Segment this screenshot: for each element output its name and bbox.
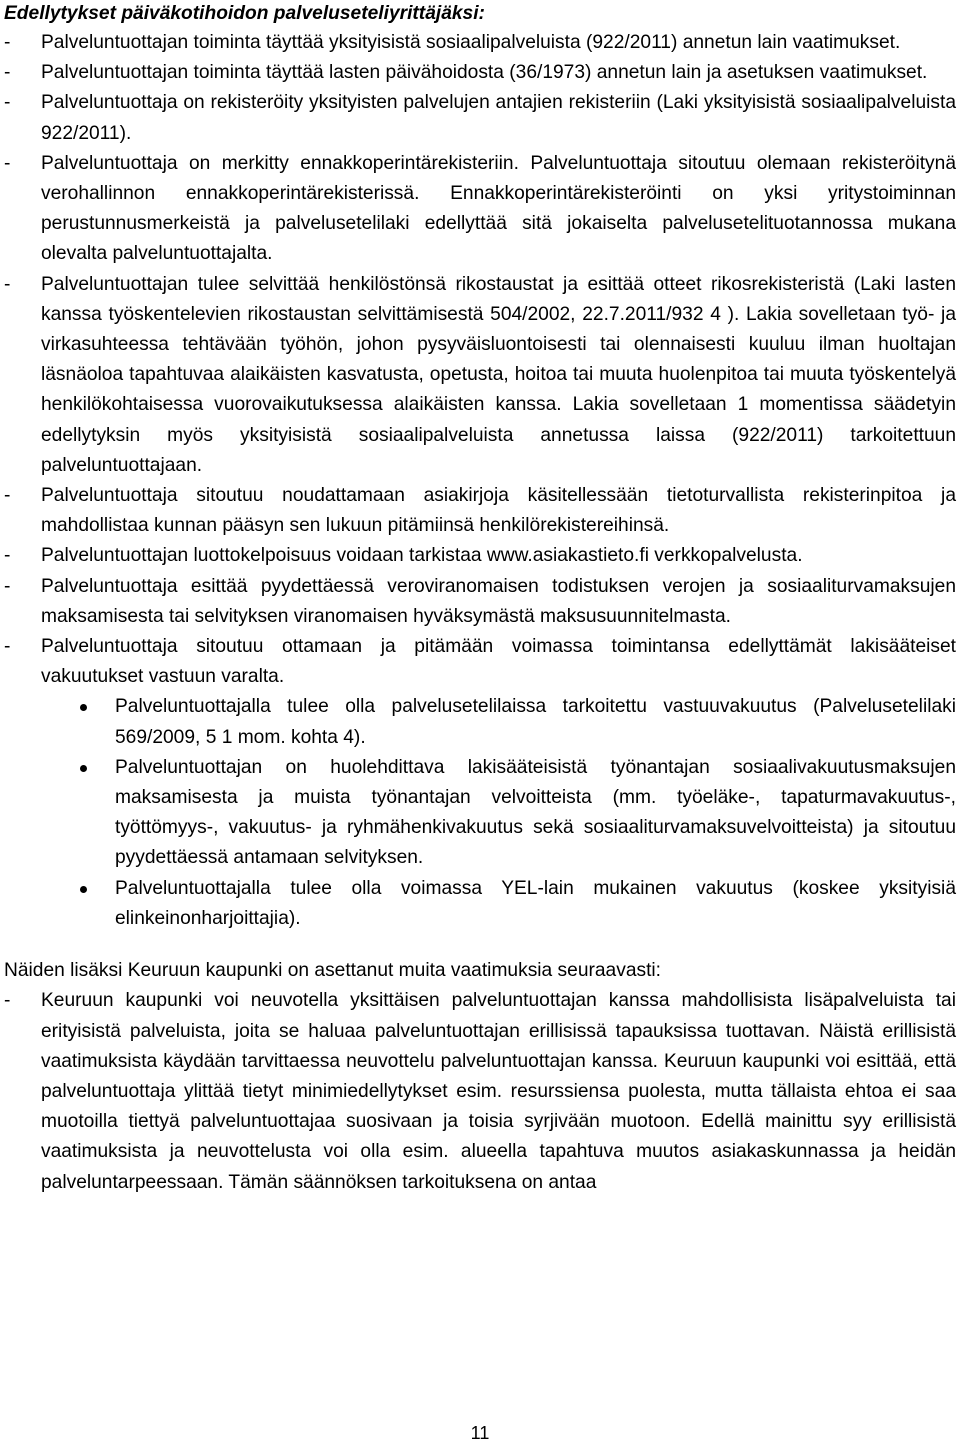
dash-marker: - — [4, 152, 11, 174]
dash-marker: - — [4, 636, 11, 658]
list-item — [4, 481, 956, 541]
bullet-item — [4, 692, 956, 752]
document-page — [4, 0, 956, 1198]
bullet-item — [4, 874, 956, 934]
list-item — [4, 28, 956, 58]
list-item-text: Palveluntuottaja esittää pyydettäessä veroviranomaisen todistuksen verojen ja sosiaaliturvamaksujen maksamisesta tai selvityksen viranomaisen hyväksymästä maksusuunnitelmasta. — [41, 575, 956, 627]
list-item — [4, 572, 956, 632]
list-item-text: Palveluntuottajan tulee selvittää henkilöstönsä rikostaustat ja esittää otteet rikosrekisteristä (Laki lasten kanssa työskentelevien rikostaustan selvittämisestä 504/2002, 22.7.2011/932 4 ). Lakia sovelletaan työ- ja virkasuhteessa tehtävään työhön, johon pysyväisluontoisesti tai olennaisesti kuuluu ilman huoltajan läsnäoloa tapahtuvaa alaikäisten kasvatusta, opetusta, hoitoa tai muuta huolenpitoa tai muuta työskentelyä henkilökohtaisessa vuorovaikutuksessa alaikäisten kanssa. Lakia sovelletaan 1 momentissa säädetyin edellytyksin myös yksityisistä sosiaalipalveluista annetussa laissa (922/2011) tarkoitettuun palveluntuottajaan. — [41, 273, 956, 476]
list-item-text: Palveluntuottajan toiminta täyttää yksityisistä sosiaalipalveluista (922/2011) annetun lain vaatimukset. — [41, 32, 901, 53]
dash-marker: - — [4, 990, 11, 1012]
dash-marker: - — [4, 273, 11, 295]
bullet-item-text: Palveluntuottajan on huolehdittava lakisääteisistä työnantajan sosiaalivakuutusmaksujen maksamisesta ja muista työnantajan velvoitteista (mm. työeläke-, tapaturmavakuutus-, työttömyys-, vakuutus- ja ryhmähenkivakuutus sekä sosiaaliturvamaksuvelvoitteista) ja sitoutuu pyydettäessä antamaan selvityksen. — [115, 756, 956, 869]
list-item-text: Palveluntuottaja sitoutuu ottamaan ja pitämään voimassa toimintansa edellyttämät lakisääteiset vakuutukset vastuun varalta. — [41, 636, 956, 688]
dash-marker: - — [4, 62, 11, 84]
list-item-text: Palveluntuottajan luottokelpoisuus voidaan tarkistaa www.asiakastieto.fi verkkopalvelusta. — [41, 545, 803, 567]
list-item-text: Palveluntuottaja on merkitty ennakkoperintärekisteriin. Palveluntuottaja sitoutuu olemaan rekisteröitynä verohallinnon ennakkoperintärekisterissä. Ennakkoperintärekisteröinti on yksi yritystoiminnan perustunnusmerkeistä ja palvelusetelilaki edellyttää sitä jokaiselta palvelusetelituotannossa mukana olevalta palveluntuottajalta. — [41, 152, 956, 265]
bullet-item-text: Palveluntuottajalla tulee olla voimassa YEL-lain mukainen vakuutus (koskee yksityisiä elinkeinonharjoittajia). — [115, 877, 956, 929]
list-item — [4, 541, 956, 571]
dash-marker: - — [4, 92, 11, 114]
bullet-dot-icon — [80, 886, 87, 893]
list-item — [4, 88, 956, 148]
page-number: 11 — [470, 1423, 490, 1443]
additional-intro: Näiden lisäksi Keuruun kaupunki on asettanut muita vaatimuksia seuraavasti: — [4, 960, 662, 982]
dash-marker: - — [4, 32, 11, 53]
bullet-dot-icon — [80, 765, 87, 772]
list-item — [4, 270, 956, 481]
list-item — [4, 58, 956, 88]
dash-marker: - — [4, 485, 11, 507]
list-item-text: Palveluntuottaja on rekisteröity yksityisten palvelujen antajien rekisteriin (Laki yksityisistä sosiaalipalveluista 922/2011). — [41, 92, 956, 144]
bullet-item-text: Palveluntuottajalla tulee olla palvelusetelilaissa tarkoitettu vastuuvakuutus (Palvelusetelilaki 569/2009, 5 1 mom. kohta 4). — [115, 696, 956, 748]
list-item — [4, 986, 956, 1197]
dash-marker: - — [4, 545, 11, 567]
section-heading: Edellytykset päiväkotihoidon palveluseteliyrittäjäksi: — [4, 3, 485, 24]
list-item — [4, 632, 956, 692]
list-item — [4, 149, 956, 270]
insurance-bullet-list — [4, 692, 956, 934]
bullet-item — [4, 753, 956, 874]
list-item-text: Palveluntuottajan toiminta täyttää lasten päivähoidosta (36/1973) annetun lain ja asetuksen vaatimukset. — [41, 62, 928, 84]
list-item-text: Keuruun kaupunki voi neuvotella yksittäisen palveluntuottajan kanssa mahdollisista lisäpalveluista tai erityisistä palveluista, joita se haluaa palveluntuottajan erillisissä tapauksissa tuottavan. Näistä erillisistä vaatimuksista käydään tarvittaessa neuvottelu palveluntuottajan kanssa. Keuruun kaupunki voi esittää, että palveluntuottaja ylittää tietyt minimiedellytykset esim. resurssiensa puolesta, mutta tällaista ehtoa ei saa muotoilla tiettyä palveluntuottajaa suosivaan ja toisia syrjivään muotoon. Edellä mainittu syy erillisistä vaatimuksista ja neuvottelusta voi olla esim. alueella tapahtuva muutos asiakaskunnassa ja heidän palveluntarpeessaan. Tämän säännöksen tarkoituksena on antaa — [41, 990, 956, 1193]
requirements-list — [4, 28, 956, 692]
bullet-dot-icon — [80, 704, 87, 711]
dash-marker: - — [4, 575, 11, 597]
additional-requirements-list — [4, 986, 956, 1197]
list-item-text: Palveluntuottaja sitoutuu noudattamaan asiakirjoja käsitellessään tietoturvallista rekisterinpitoa ja mahdollistaa kunnan pääsyn sen lukuun pitämiinsä henkilörekistereihinsä. — [41, 485, 956, 537]
